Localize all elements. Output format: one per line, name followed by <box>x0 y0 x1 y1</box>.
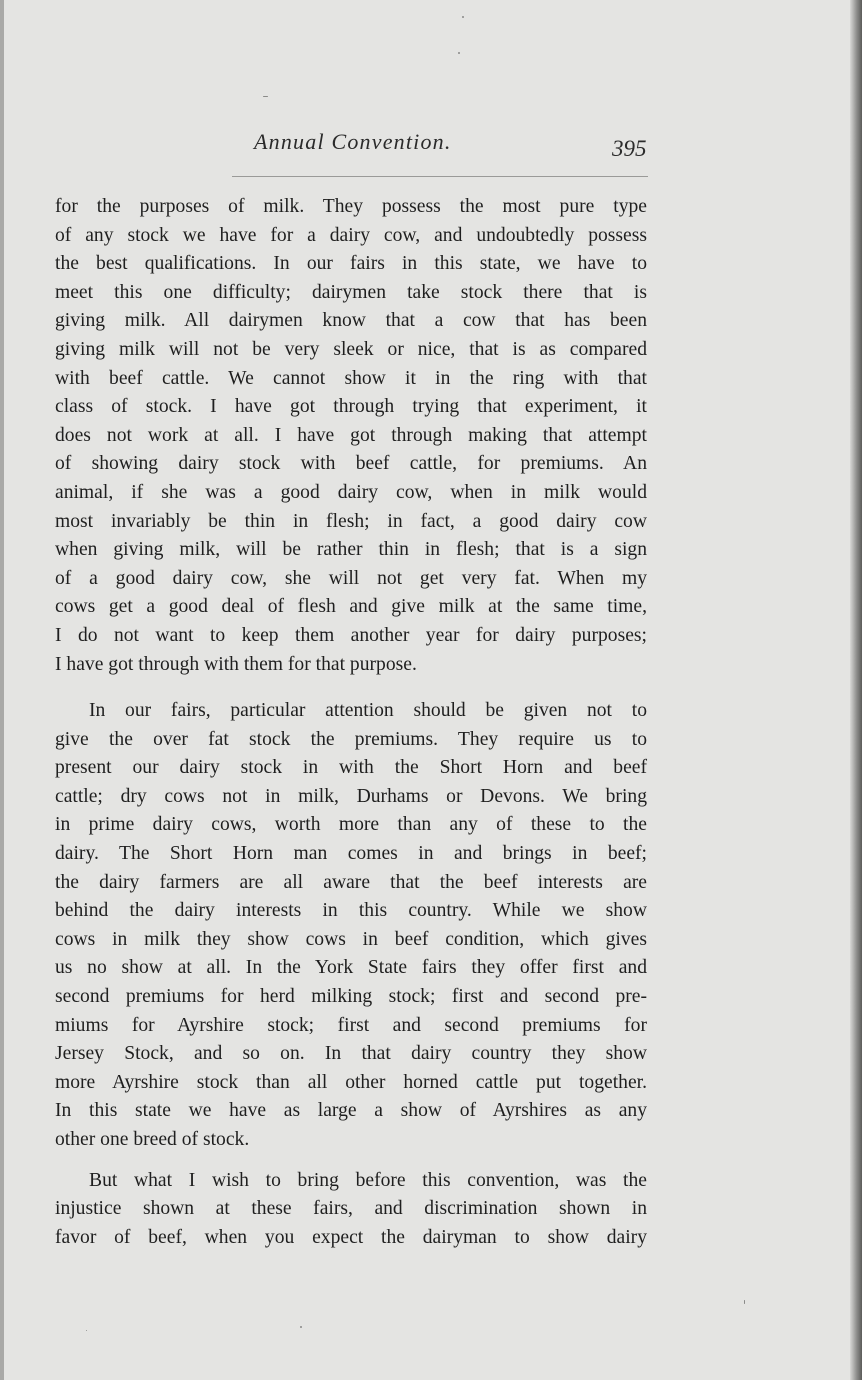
text-line: present our dairy stock in with the Short Horn and beef <box>55 757 647 779</box>
text-line: second premiums for herd milking stock; first and second pre- <box>55 986 647 1008</box>
text-line: of showing dairy stock with beef cattle, for premiums. An <box>55 453 647 475</box>
text-line: the best qualifications. In our fairs in this state, we have to <box>55 253 647 275</box>
text-line: the dairy farmers are all aware that the beef interests are <box>55 871 647 893</box>
running-head-title: Annual Convention. <box>254 129 452 154</box>
text-line: behind the dairy interests in this country. While we show <box>55 900 647 922</box>
text-line: giving milk. All dairymen know that a cow that has been <box>55 310 647 332</box>
text-line: with beef cattle. We cannot show it in the ring with that <box>55 367 647 389</box>
page-number: 395 <box>612 136 647 161</box>
text-line: In this state we have as large a show of Ayrshires as any <box>55 1100 647 1122</box>
running-head <box>0 129 862 163</box>
text-line: injustice shown at these fairs, and discrimination shown in <box>55 1198 647 1220</box>
text-line: of a good dairy cow, she will not get very fat. When my <box>55 567 647 589</box>
text-line: in prime dairy cows, worth more than any of these to the <box>55 814 647 836</box>
header-rule <box>232 176 648 177</box>
text-line: does not work at all. I have got through making that attempt <box>55 424 647 446</box>
text-line: class of stock. I have got through trying that experiment, it <box>55 396 647 418</box>
paper-speck <box>300 1326 302 1328</box>
text-line: us no show at all. In the York State fairs they offer first and <box>55 957 647 979</box>
body-text <box>55 193 647 1252</box>
text-line: Jersey Stock, and so on. In that dairy country they show <box>55 1043 647 1065</box>
text-line: cows in milk they show cows in beef condition, which gives <box>55 928 647 950</box>
text-line: when giving milk, will be rather thin in flesh; that is a sign <box>55 539 647 561</box>
paper-speck <box>744 1300 745 1304</box>
text-line: I have got through with them for that purpose. <box>55 653 417 675</box>
text-line: dairy. The Short Horn man comes in and brings in beef; <box>55 843 647 865</box>
text-line: animal, if she was a good dairy cow, when in milk would <box>55 481 647 503</box>
paper-speck <box>263 96 268 97</box>
text-line: I do not want to keep them another year for dairy purposes; <box>55 624 647 646</box>
text-line: miums for Ayrshire stock; first and second premiums for <box>55 1014 647 1036</box>
paragraph-2 <box>55 697 647 1155</box>
text-line: meet this one difficulty; dairymen take stock there that is <box>55 281 647 303</box>
text-line: But what I wish to bring before this convention, was the <box>89 1169 647 1191</box>
page-right-edge-shadow <box>850 0 862 1380</box>
text-line: favor of beef, when you expect the dairyman to show dairy <box>55 1226 647 1248</box>
text-line: most invariably be thin in flesh; in fact, a good dairy cow <box>55 510 647 532</box>
text-line: giving milk will not be very sleek or nice, that is as compared <box>55 338 647 360</box>
text-line: In our fairs, particular attention should be given not to <box>89 700 647 722</box>
paper-speck <box>86 1330 87 1331</box>
paragraph-1 <box>55 193 647 679</box>
text-line: more Ayrshire stock than all other horned cattle put together. <box>55 1071 647 1093</box>
text-line: of any stock we have for a dairy cow, and undoubtedly possess <box>55 224 647 246</box>
paragraph-gap <box>55 1155 647 1167</box>
text-line: cattle; dry cows not in milk, Durhams or Devons. We bring <box>55 785 647 807</box>
text-line: other one breed of stock. <box>55 1129 250 1150</box>
paper-speck <box>462 16 464 18</box>
paper-speck <box>458 52 460 54</box>
paragraph-3 <box>55 1167 647 1253</box>
paragraph-gap <box>55 679 647 697</box>
text-line: cows get a good deal of flesh and give milk at the same time, <box>55 596 647 618</box>
text-line: for the purposes of milk. They possess the most pure type <box>55 196 647 217</box>
text-line: give the over fat stock the premiums. They require us to <box>55 728 647 750</box>
page-left-edge <box>0 0 4 1380</box>
